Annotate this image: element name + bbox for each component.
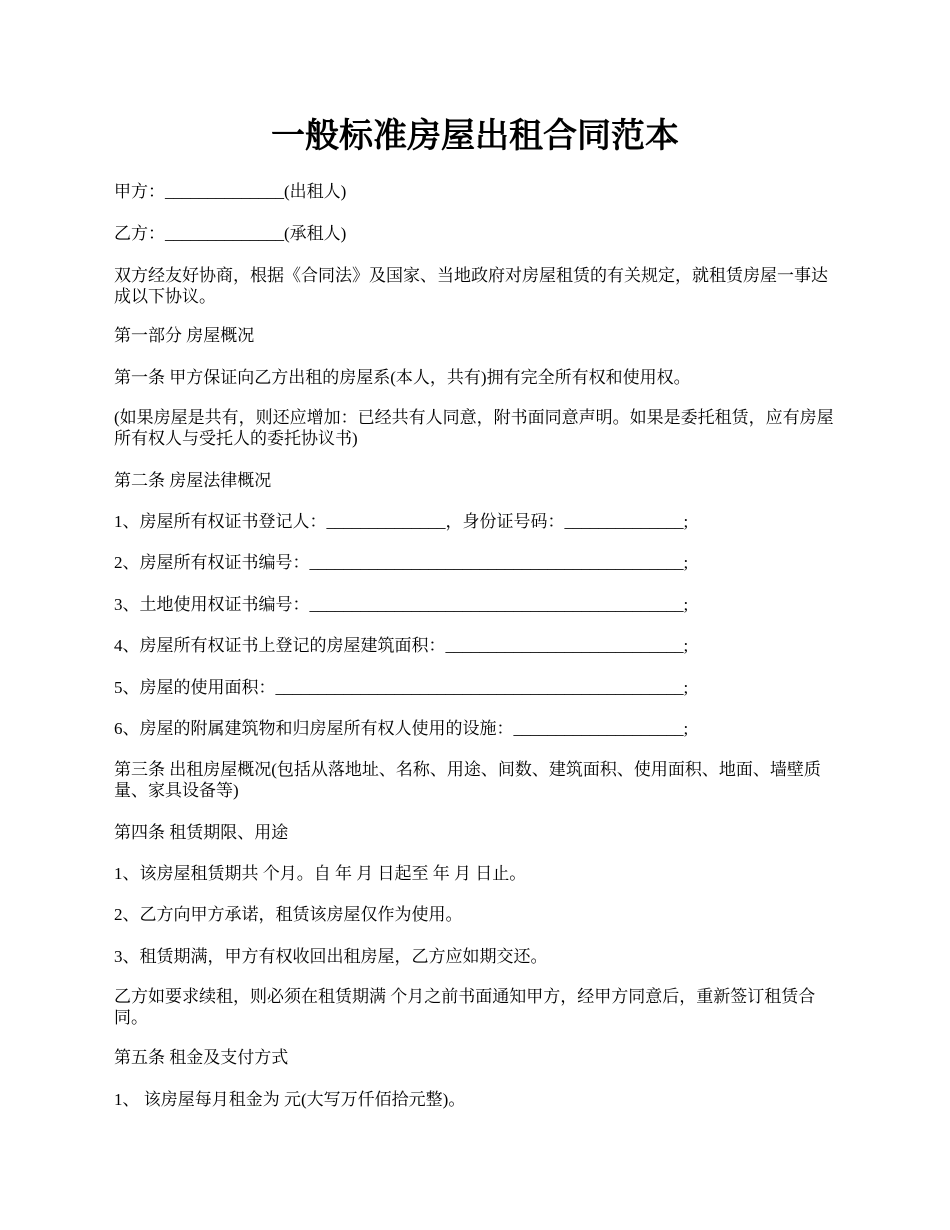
clause-2-4: 4、房屋所有权证书上登记的房屋建筑面积：____________________________; [114, 636, 689, 655]
clause-5-1: 1、 该房屋每月租金为 元(大写万仟佰拾元整)。 [114, 1090, 466, 1109]
clause-2-6: 6、房屋的附属建筑物和归房屋所有权人使用的设施：____________________; [114, 719, 689, 738]
clause-4-2: 2、乙方向甲方承诺，租赁该房屋仅作为使用。 [114, 905, 463, 924]
party-b-line: 乙方：______________(承租人) [114, 224, 347, 243]
clause-4-1: 1、该房屋租赁期共 个月。自 年 月 日起至 年 月 日止。 [114, 864, 527, 883]
clause-2-1: 1、房屋所有权证书登记人：______________，身份证号码：______________; [114, 512, 689, 531]
preamble-paragraph: 双方经友好协商，根据《合同法》及国家、当地政府对房屋租赁的有关规定，就租赁房屋一事达成以下协议。 [114, 266, 828, 306]
article-two-heading: 第二条 房屋法律概况 [114, 471, 272, 490]
renewal-paragraph: 乙方如要求续租，则必须在租赁期满 个月之前书面通知甲方，经甲方同意后，重新签订租赁合同。 [114, 987, 816, 1027]
section-heading-part-one: 第一部分 房屋概况 [114, 326, 255, 345]
clause-4-3: 3、租赁期满，甲方有权收回出租房屋，乙方应如期交还。 [114, 947, 548, 966]
document-title: 一般标准房屋出租合同范本 [271, 118, 679, 155]
clause-2-5: 5、房屋的使用面积：________________________________________________; [114, 678, 689, 697]
clause-2-2: 2、房屋所有权证书编号：____________________________________________; [114, 553, 689, 572]
clause-2-3: 3、土地使用权证书编号：____________________________________________; [114, 595, 689, 614]
co-ownership-note: (如果房屋是共有，则还应增加：已经共有人同意，附书面同意声明。如果是委托租赁，应有房屋所有权人与受托人的委托协议书) [114, 408, 834, 448]
article-four-heading: 第四条 租赁期限、用途 [114, 823, 289, 842]
article-one: 第一条 甲方保证向乙方出租的房屋系(本人，共有)拥有完全所有权和使用权。 [114, 368, 691, 387]
article-three: 第三条 出租房屋概况(包括从落地址、名称、用途、间数、建筑面积、使用面积、地面、墙壁质量、家具设备等) [114, 760, 821, 800]
article-five-heading: 第五条 租金及支付方式 [114, 1048, 289, 1067]
party-a-line: 甲方：______________(出租人) [114, 182, 347, 201]
